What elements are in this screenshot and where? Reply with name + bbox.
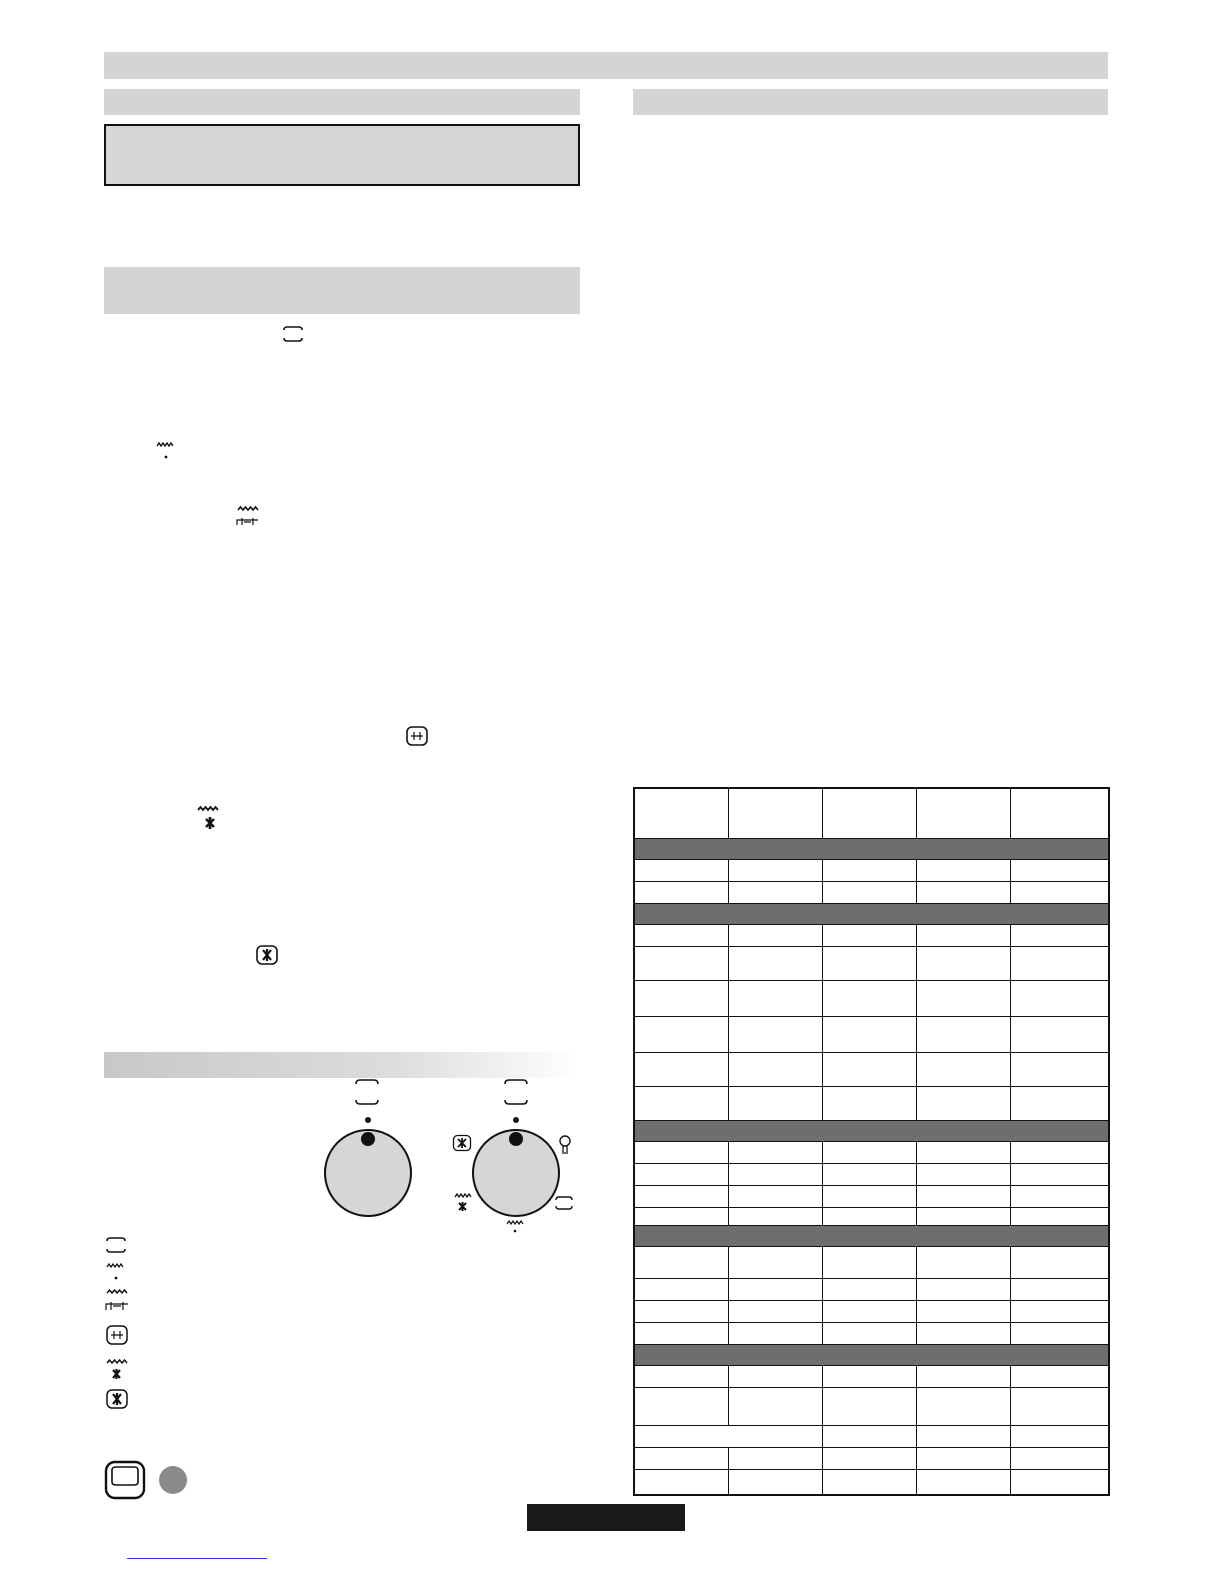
grey-dot-icon [158, 1465, 188, 1495]
table-row [634, 881, 1109, 903]
bottom-heat-icon [506, 1220, 524, 1234]
table-row [634, 1141, 1109, 1163]
fan-bottom-heat-icon [454, 1193, 472, 1213]
table-row [634, 1207, 1109, 1225]
table-section-row [634, 1344, 1109, 1365]
legend-bottom-heat-icon [104, 1262, 128, 1289]
table-row [634, 1052, 1109, 1086]
knob-1-top-symbol [354, 1078, 380, 1106]
table-section-row [634, 1120, 1109, 1141]
oven-top-bottom-icon [282, 325, 304, 343]
controls-heading-bar [104, 1052, 580, 1078]
oven-top-bottom-icon [554, 1195, 574, 1211]
table-row [634, 1469, 1109, 1495]
legend-fan-bottom-icon [104, 1358, 130, 1387]
table-row [634, 1425, 1109, 1447]
full-grill-icon [405, 725, 429, 747]
footer-link[interactable] [127, 1558, 267, 1559]
table-header-row [634, 788, 1109, 838]
thermostat-knob[interactable] [322, 1114, 414, 1220]
table-row [634, 1387, 1109, 1425]
legend-grill-icon [104, 1288, 132, 1319]
table-row [634, 1447, 1109, 1469]
notice-box [104, 124, 580, 186]
function-selector-knob[interactable] [470, 1114, 562, 1220]
table-section-row [634, 838, 1109, 859]
fan-ring-icon [452, 1134, 472, 1152]
knob-2-top-symbol [503, 1078, 529, 1106]
legend-oven-icon [104, 1236, 128, 1259]
table-section-row [634, 1225, 1109, 1246]
table-row [634, 1016, 1109, 1052]
table-row [634, 1322, 1109, 1344]
table-row [634, 859, 1109, 881]
cooking-table [633, 787, 1110, 1496]
table-row [634, 1185, 1109, 1207]
left-section-title-bar [104, 89, 580, 115]
right-section-title-bar [633, 89, 1108, 115]
table-row [634, 924, 1109, 946]
legend-fan-ring-icon [104, 1388, 130, 1415]
functions-heading-bar [104, 267, 580, 314]
grill-icon [234, 505, 262, 529]
table-row [634, 1300, 1109, 1322]
fan-ring-icon [255, 944, 279, 966]
oven-badge-icon [104, 1460, 146, 1500]
legend-full-grill-icon [104, 1324, 130, 1351]
table-row [634, 1086, 1109, 1120]
table-section-row [634, 903, 1109, 924]
table-row [634, 1163, 1109, 1185]
lamp-icon [558, 1134, 572, 1156]
table-row [634, 1278, 1109, 1300]
page-header-bar [104, 52, 1108, 79]
table-row [634, 1246, 1109, 1278]
bottom-heat-icon [156, 441, 176, 461]
table-row [634, 946, 1109, 980]
table-row [634, 980, 1109, 1016]
footer-badge [527, 1504, 685, 1531]
fan-bottom-heat-icon [196, 805, 224, 833]
table-row [634, 1365, 1109, 1387]
